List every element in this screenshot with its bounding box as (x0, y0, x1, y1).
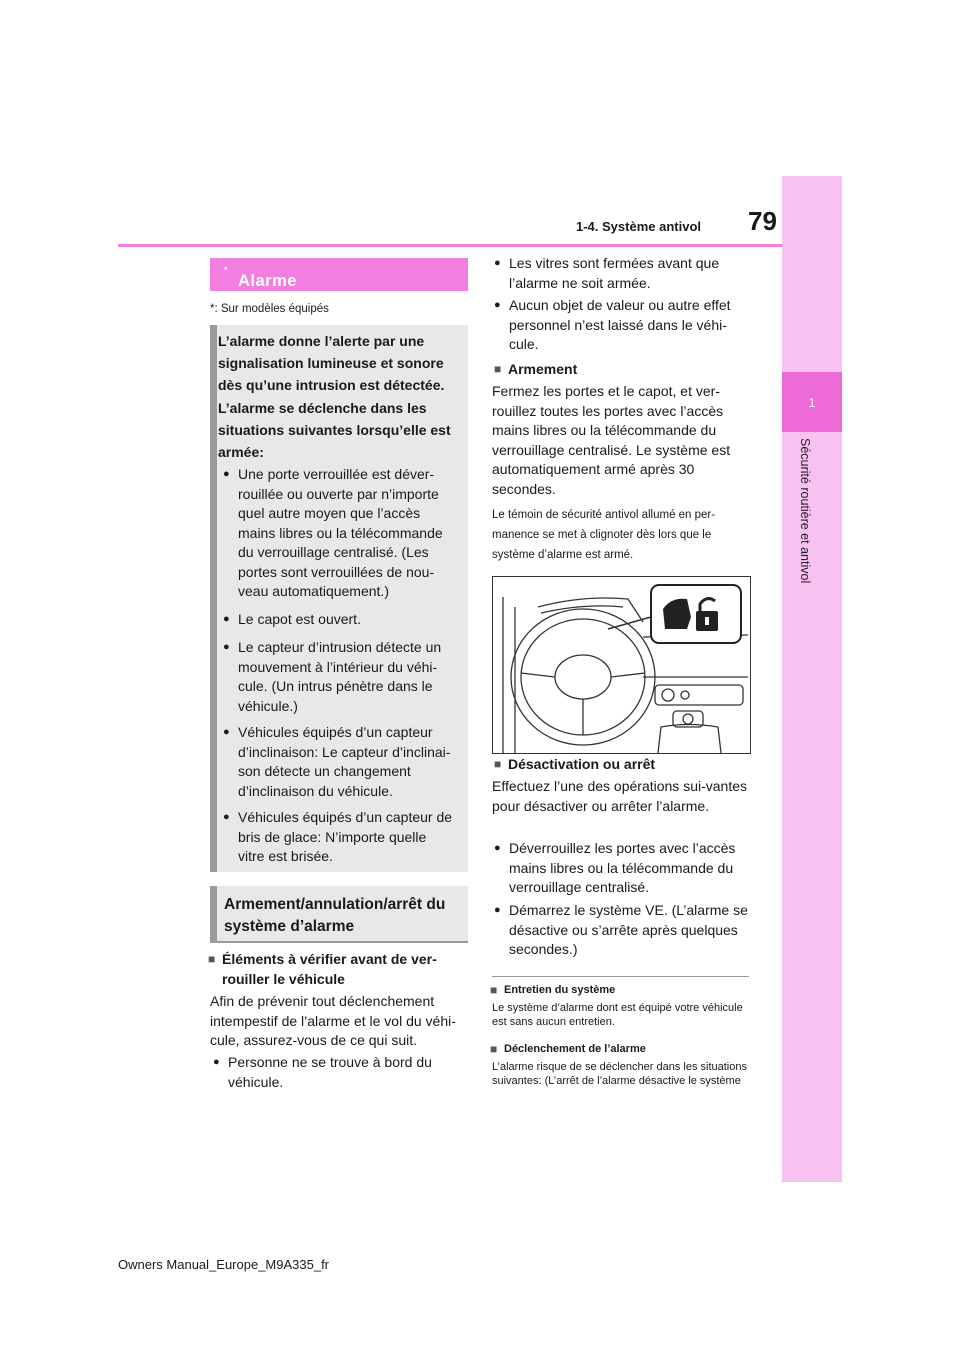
box-accent-bar (210, 325, 217, 872)
alarme-intro-box (210, 325, 468, 872)
verify-text: Afin de prévenir tout déclenchement intempestif de l’alarme et le vol du véhi-cule, assurez-vous de ce qui suit. (210, 993, 456, 1048)
intro-paragraph-1: L’alarme donne l’alerte par une signalisation lumineuse et sonore dès qu’une intrusion est détectée. (218, 333, 445, 393)
entretien-heading: ■ Entretien du système (504, 983, 744, 997)
desactivation-item: ● Démarrez le système VE. (L’alarme se désactive ou s’arrête après quelques secondes.) (509, 901, 749, 960)
dashboard-drawing (493, 577, 750, 753)
footer-doc-id: Owners Manual_Europe_M9A335_fr (118, 1257, 330, 1272)
desactivation-heading: ■ Désactivation ou arrêt (508, 755, 748, 775)
section-title: 1-4. Système antivol (576, 219, 701, 234)
verify-heading: ■ Éléments à vérifier avant de ver-rouiller le véhicule (222, 950, 462, 989)
alarme-item: ● Le capot est ouvert. (238, 610, 456, 630)
armement-heading: ■ Armement (508, 360, 748, 380)
alarme-title: Alarme (238, 272, 297, 290)
header-rule (118, 244, 782, 247)
alarme-item: ● Le capteur d’intrusion détecte un mouvement à l’intérieur du véhi-cule. (Un intrus pénètre dans le véhicule.) (238, 638, 456, 716)
chapter-side-tab (782, 176, 842, 1182)
dashboard-illustration (492, 576, 751, 754)
verify-item: ● Les vitres sont fermées avant que l’alarme ne soit armée. (509, 254, 745, 293)
armement-text: Fermez les portes et le capot, et ver-rouillez toutes les portes avec l’accès mains libres ou la télécommande du verrouillage centralisé. Le système est automatiquement armé après 30 secondes. (492, 383, 731, 497)
armement-section-title: Armement/annulation/arrêt du système d’alarme (224, 896, 446, 935)
armement-note: Le témoin de sécurité antivol allumé en per-manence se met à clignoter dès lors que le système d’alarme est armé. (492, 509, 716, 561)
chapter-number-box: 1 (782, 372, 842, 432)
alarme-item: ● Une porte verrouillée est déver-rouillée ou ouverte par n’importe quel autre moyen que l’accès mains libres ou la télécommande du verrouillage centralisé. (Les portes sont verrouillées de nou-veau automatiquement.) (238, 465, 456, 602)
desactivation-text: Effectuez l’une des opérations sui-vantes pour désactiver ou arrêter l’alarme. (492, 778, 748, 814)
chapter-title-vertical (782, 438, 842, 608)
chapter-title: Sécurité routière et antivol (798, 438, 812, 584)
page-number: 79 (748, 206, 777, 236)
intro-paragraph-2: L’alarme se déclenche dans les situations suivantes lorsqu’elle est armée: (218, 400, 451, 460)
verify-item: ● Personne ne se trouve à bord du véhicule. (228, 1053, 458, 1092)
heading-underline (210, 941, 468, 943)
armement-section-heading (210, 886, 468, 943)
declenchement-text: L’alarme risque de se déclencher dans les situations suivantes: (L’arrêt de l’alarme désactive le système (492, 1061, 747, 1087)
alarme-item: ● Véhicules équipés d’un capteur d’inclinaison: Le capteur d’inclinai-son détecte un changement d’inclinaison du véhicule. (238, 723, 456, 801)
entretien-text: Le système d’alarme dont est équipé votre véhicule est sans aucun entretien. (492, 1002, 743, 1028)
alarme-heading (210, 258, 468, 291)
declenchement-heading: ■ Déclenchement de l’alarme (504, 1042, 744, 1056)
alarme-title-marker: * (224, 265, 229, 275)
verify-item: ● Aucun objet de valeur ou autre effet personnel n’est laissé dans le véhi-cule. (509, 296, 745, 355)
footnote: *: Sur modèles équipés (210, 303, 329, 315)
desactivation-item: ● Déverrouillez les portes avec l’accès mains libres ou la télécommande du verrouillage centralisé. (509, 839, 749, 898)
heading-accent-bar (210, 886, 217, 943)
notes-divider (492, 976, 749, 977)
alarme-item: ● Véhicules équipés d’un capteur de bris de glace: N’importe quelle vitre est brisée. (238, 808, 456, 867)
